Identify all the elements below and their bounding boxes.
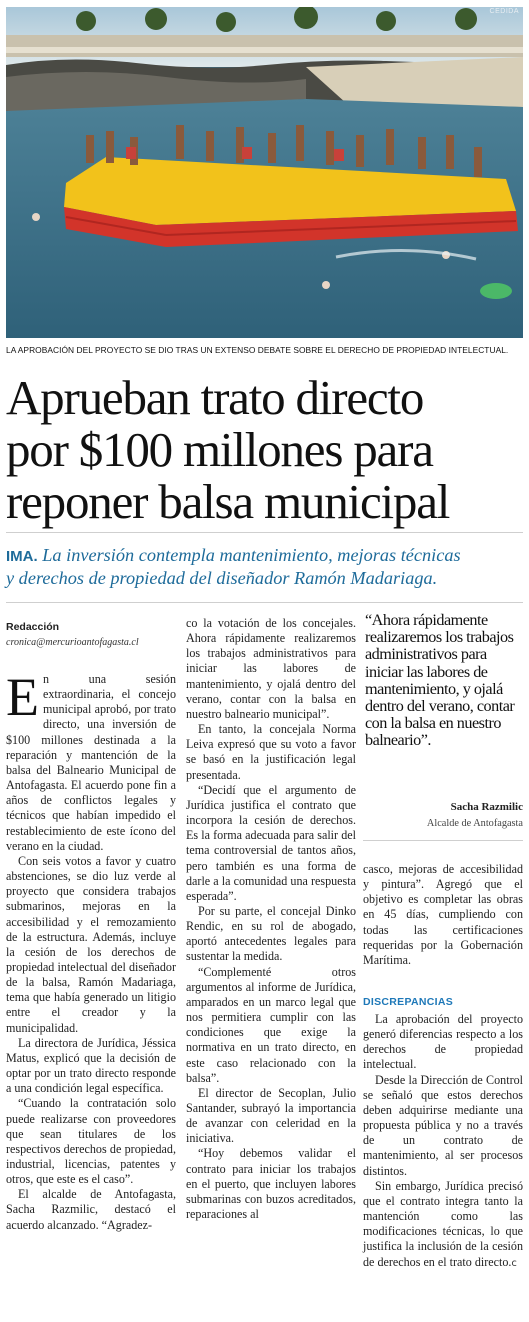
paragraph: Por su parte, el concejal Dinko Rendic, en su rol de abogado, aportó antecedentes legales para sustentar la medida.	[186, 903, 356, 964]
deck-divider	[6, 602, 523, 603]
pull-quote-role: Alcalde de Antofagasta	[426, 818, 523, 829]
pull-quote-divider	[363, 840, 523, 841]
headline-line-2: por $100 millones para	[6, 422, 433, 477]
article-column-2	[186, 616, 356, 1222]
photo-caption: LA APROBACIÓN DEL PROYECTO SE DIO TRAS UN EXTENSO DEBATE SOBRE EL DERECHO DE PROPIEDAD INTELECTUAL.	[6, 345, 509, 355]
paragraph: El alcalde de Antofagasta, Sacha Razmilic, destacó el acuerdo alcanzado. “Agradez-	[6, 1187, 176, 1232]
article-column-3-bottom	[363, 1012, 523, 1271]
paragraph: “Decidí que el argumento de Jurídica justifica el contrato que incorpora la cesión de derechos. Es la forma adecuada para salir del tema controversial de tantos años, pero también es una forma de darle a la comunidad una respuesta esperada”.	[186, 782, 356, 903]
pull-quote-name: Sacha Razmilic	[450, 801, 523, 813]
paragraph: “Complementé otros argumentos al informe de Jurídica, amparados en un marco legal que nos permitiera cumplir con las condiciones que exige la normativa en un trato directo, en este caso relacionado con la balsa”.	[186, 964, 356, 1085]
end-mark-icon: ᴄ	[511, 1257, 517, 1269]
paragraph: En una sesión extraordinaria, el concejo municipal aprobó, por trato directo, una inversión de $100 millones destinada a la reparación y mantención de la balsa del Balneario Municipal de Antofagasta. El acuerdo pone fin a años de conflictos legales y técnicos que habían impedido el restablecimiento de este ícono del verano en la ciudad.	[6, 667, 176, 853]
headline	[6, 372, 523, 528]
balsa-photo-illustration	[6, 7, 523, 338]
paragraph: casco, mejoras de accesibilidad y pintura”. Agregó que el objetivo es completar las obras en 45 días, cumpliendo con todas las certificaciones requeridas por la Gobernación Marítima.	[363, 862, 523, 967]
paragraph: En tanto, la concejala Norma Leiva expresó que su voto a favor se basó en la justificación legal presentada.	[186, 722, 356, 782]
paragraph: Desde la Dirección de Control se señaló que estos derechos deben adquirirse mediante una propuesta pública y no a través de un contrato de mantenimiento, al ser procesos distintos.	[363, 1072, 523, 1178]
article-column-1	[6, 667, 176, 1233]
section-heading: DISCREPANCIAS	[363, 996, 454, 1008]
byline-email[interactable]: cronica@mercurioantofagasta.cl	[6, 637, 139, 648]
deck-tag: IMA.	[6, 548, 38, 565]
article-deck	[6, 545, 523, 589]
headline-line-1: Aprueban trato directo	[6, 370, 424, 425]
headline-line-3: reponer balsa municipal	[6, 474, 450, 529]
paragraph: Con seis votos a favor y cuatro abstenciones, se dio luz verde al proyecto que considera trabajos submarinos, mejoras en la accesibilidad y el remozamiento de la estructura. Además, incluye la cesión de los derechos de propiedad intelectual del diseñador de la balsa, Ramón Madariaga, tema que había generado un litigio entre el creador y la municipalidad.	[6, 853, 176, 1035]
pull-quote: “Ahora rápidamente realizaremos los trabajos administrativos para iniciar las labores de mantenimiento, y ojalá dentro del verano, contar con la balsa en nuestro balneario”.	[365, 611, 515, 750]
paragraph: La directora de Jurídica, Jéssica Matus, explicó que la decisión de optar por un trato directo responde a una condición legal específica.	[6, 1035, 176, 1096]
paragraph: Sin embargo, Jurídica precisó que el contrato integra tanto la mantención como las modificaciones técnicas, lo que justifica la inclusión de la cesión de derechos en el trato directo.ᴄ	[363, 1178, 523, 1269]
article-column-3-top	[363, 862, 523, 968]
photo-credit: CEDIDA	[489, 8, 519, 15]
paragraph: El director de Secoplan, Julio Santander, subrayó la importancia de avanzar con celeridad en la iniciativa.	[186, 1085, 356, 1146]
drop-cap: E	[6, 667, 39, 727]
paragraph: co la votación de los concejales. Ahora rápidamente realizaremos los trabajos administrativos para iniciar las labores de mantenimiento, y ojalá dentro del verano, contar con la balsa en nuestro balneario municipal”.	[186, 616, 356, 721]
byline-name: Redacción	[6, 621, 60, 633]
deck-line-2: y derechos de propiedad del diseñador Ramón Madariaga.	[6, 567, 438, 588]
article-photo	[6, 7, 523, 338]
deck-line-1: La inversión contempla mantenimiento, mejoras técnicas	[37, 545, 461, 565]
headline-divider	[6, 532, 523, 533]
paragraph: La aprobación del proyecto generó diferencias respecto a los derechos de propiedad intelectual.	[363, 1012, 523, 1072]
paragraph: “Cuando la contratación solo puede realizarse con proveedores que sean titulares de los respectivos derechos de propiedad, industrial, licencias, patentes y otros, que este es el caso”.	[6, 1096, 176, 1187]
paragraph: “Hoy debemos validar el contrato para iniciar los trabajos en el puerto, que incluyen labores submarinas con buzos acreditados, reparaciones al	[186, 1146, 356, 1222]
